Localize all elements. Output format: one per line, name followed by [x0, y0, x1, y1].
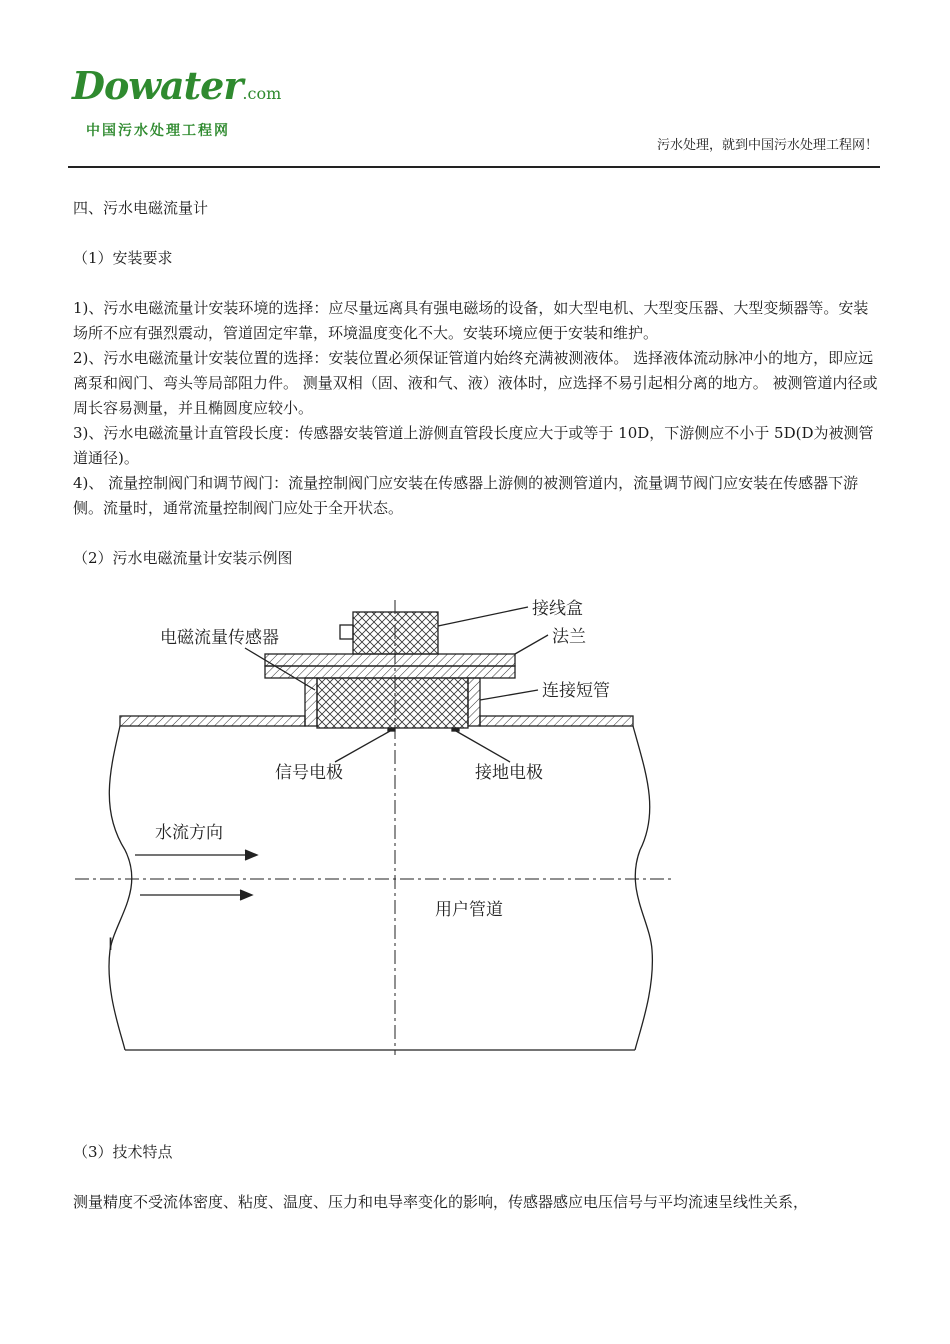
junction-box [353, 612, 438, 654]
signal-electrode [388, 728, 395, 731]
paragraph-1: 1)、污水电磁流量计安装环境的选择：应尽量远离具有强电磁场的设备，如大型电机、大型变压器、大型变频器等。安装场所不应有强烈震动，管道固定牢靠，环境温度变化不大。安装环境应便于安装和维护。 [73, 299, 869, 342]
label-flange: 法兰 [552, 627, 586, 647]
label-user-pipe: 用户管道 [435, 900, 503, 920]
pipe-top-wall [120, 716, 305, 726]
site-logo[interactable] [72, 63, 282, 140]
label-flow-direction: 水流方向 [155, 823, 223, 843]
label-junction-box: 接线盒 [532, 599, 583, 619]
section-title: 四、污水电磁流量计 [73, 199, 209, 217]
pipe-left-edge [109, 726, 132, 1050]
header-tagline: 污水处理，就到中国污水处理工程网！ [656, 138, 878, 153]
subheading-install-requirements: （1）安装要求 [73, 249, 173, 267]
pipe-right-edge [633, 726, 652, 1050]
label-short-pipe: 连接短管 [542, 681, 610, 701]
paragraph-5: 测量精度不受流体密度、粘度、温度、压力和电导率变化的影响，传感器感应电压信号与平均流速呈线性关系， [73, 1193, 809, 1211]
label-stray-mark: I [108, 935, 114, 955]
logo-wordmark: Dowater.com [72, 63, 282, 108]
pipe-top-wall-right [480, 716, 633, 726]
junction-box-connector [340, 625, 353, 639]
paragraph-3: 3)、污水电磁流量计直管段长度：传感器安装管道上游侧直管段长度应大于或等于 10D，下游侧应不小于 5D(D为被测管道通径)。 [73, 424, 874, 467]
subheading-tech-features: （3）技术特点 [73, 1143, 173, 1161]
ground-electrode [452, 728, 459, 731]
label-signal-electrode: 信号电极 [275, 763, 343, 783]
logo-chinese-name: 中国污水处理工程网 [86, 123, 230, 139]
sensor-body [317, 678, 468, 728]
label-ground-electrode: 接地电极 [475, 763, 543, 783]
label-sensor: 电磁流量传感器 [160, 628, 279, 648]
paragraph-2: 2)、污水电磁流量计安装位置的选择：安装位置必须保证管道内始终充满被测液体。 选择液体流动脉冲小的地方，即应远离泵和阀门、弯头等局部阻力件。 测量双相（固、液和气、液）液体时，应选择不易引起相分离的地方。 被测管道内径或周长容易测量，并且椭圆度应较小。 [73, 349, 878, 417]
flange-bottom [265, 666, 515, 678]
short-pipe-right [468, 678, 480, 726]
document-body [73, 196, 878, 571]
subheading-install-diagram: （2）污水电磁流量计安装示例图 [73, 549, 293, 567]
document-body-lower [73, 1140, 878, 1215]
header-divider [68, 166, 880, 168]
install-diagram [70, 590, 680, 1060]
paragraph-4: 4)、 流量控制阀门和调节阀门：流量控制阀门应安装在传感器上游侧的被测管道内，流量调节阀门应安装在传感器下游侧。流量时，通常流量控制阀门应处于全开状态。 [73, 474, 859, 517]
flange-top [265, 654, 515, 666]
